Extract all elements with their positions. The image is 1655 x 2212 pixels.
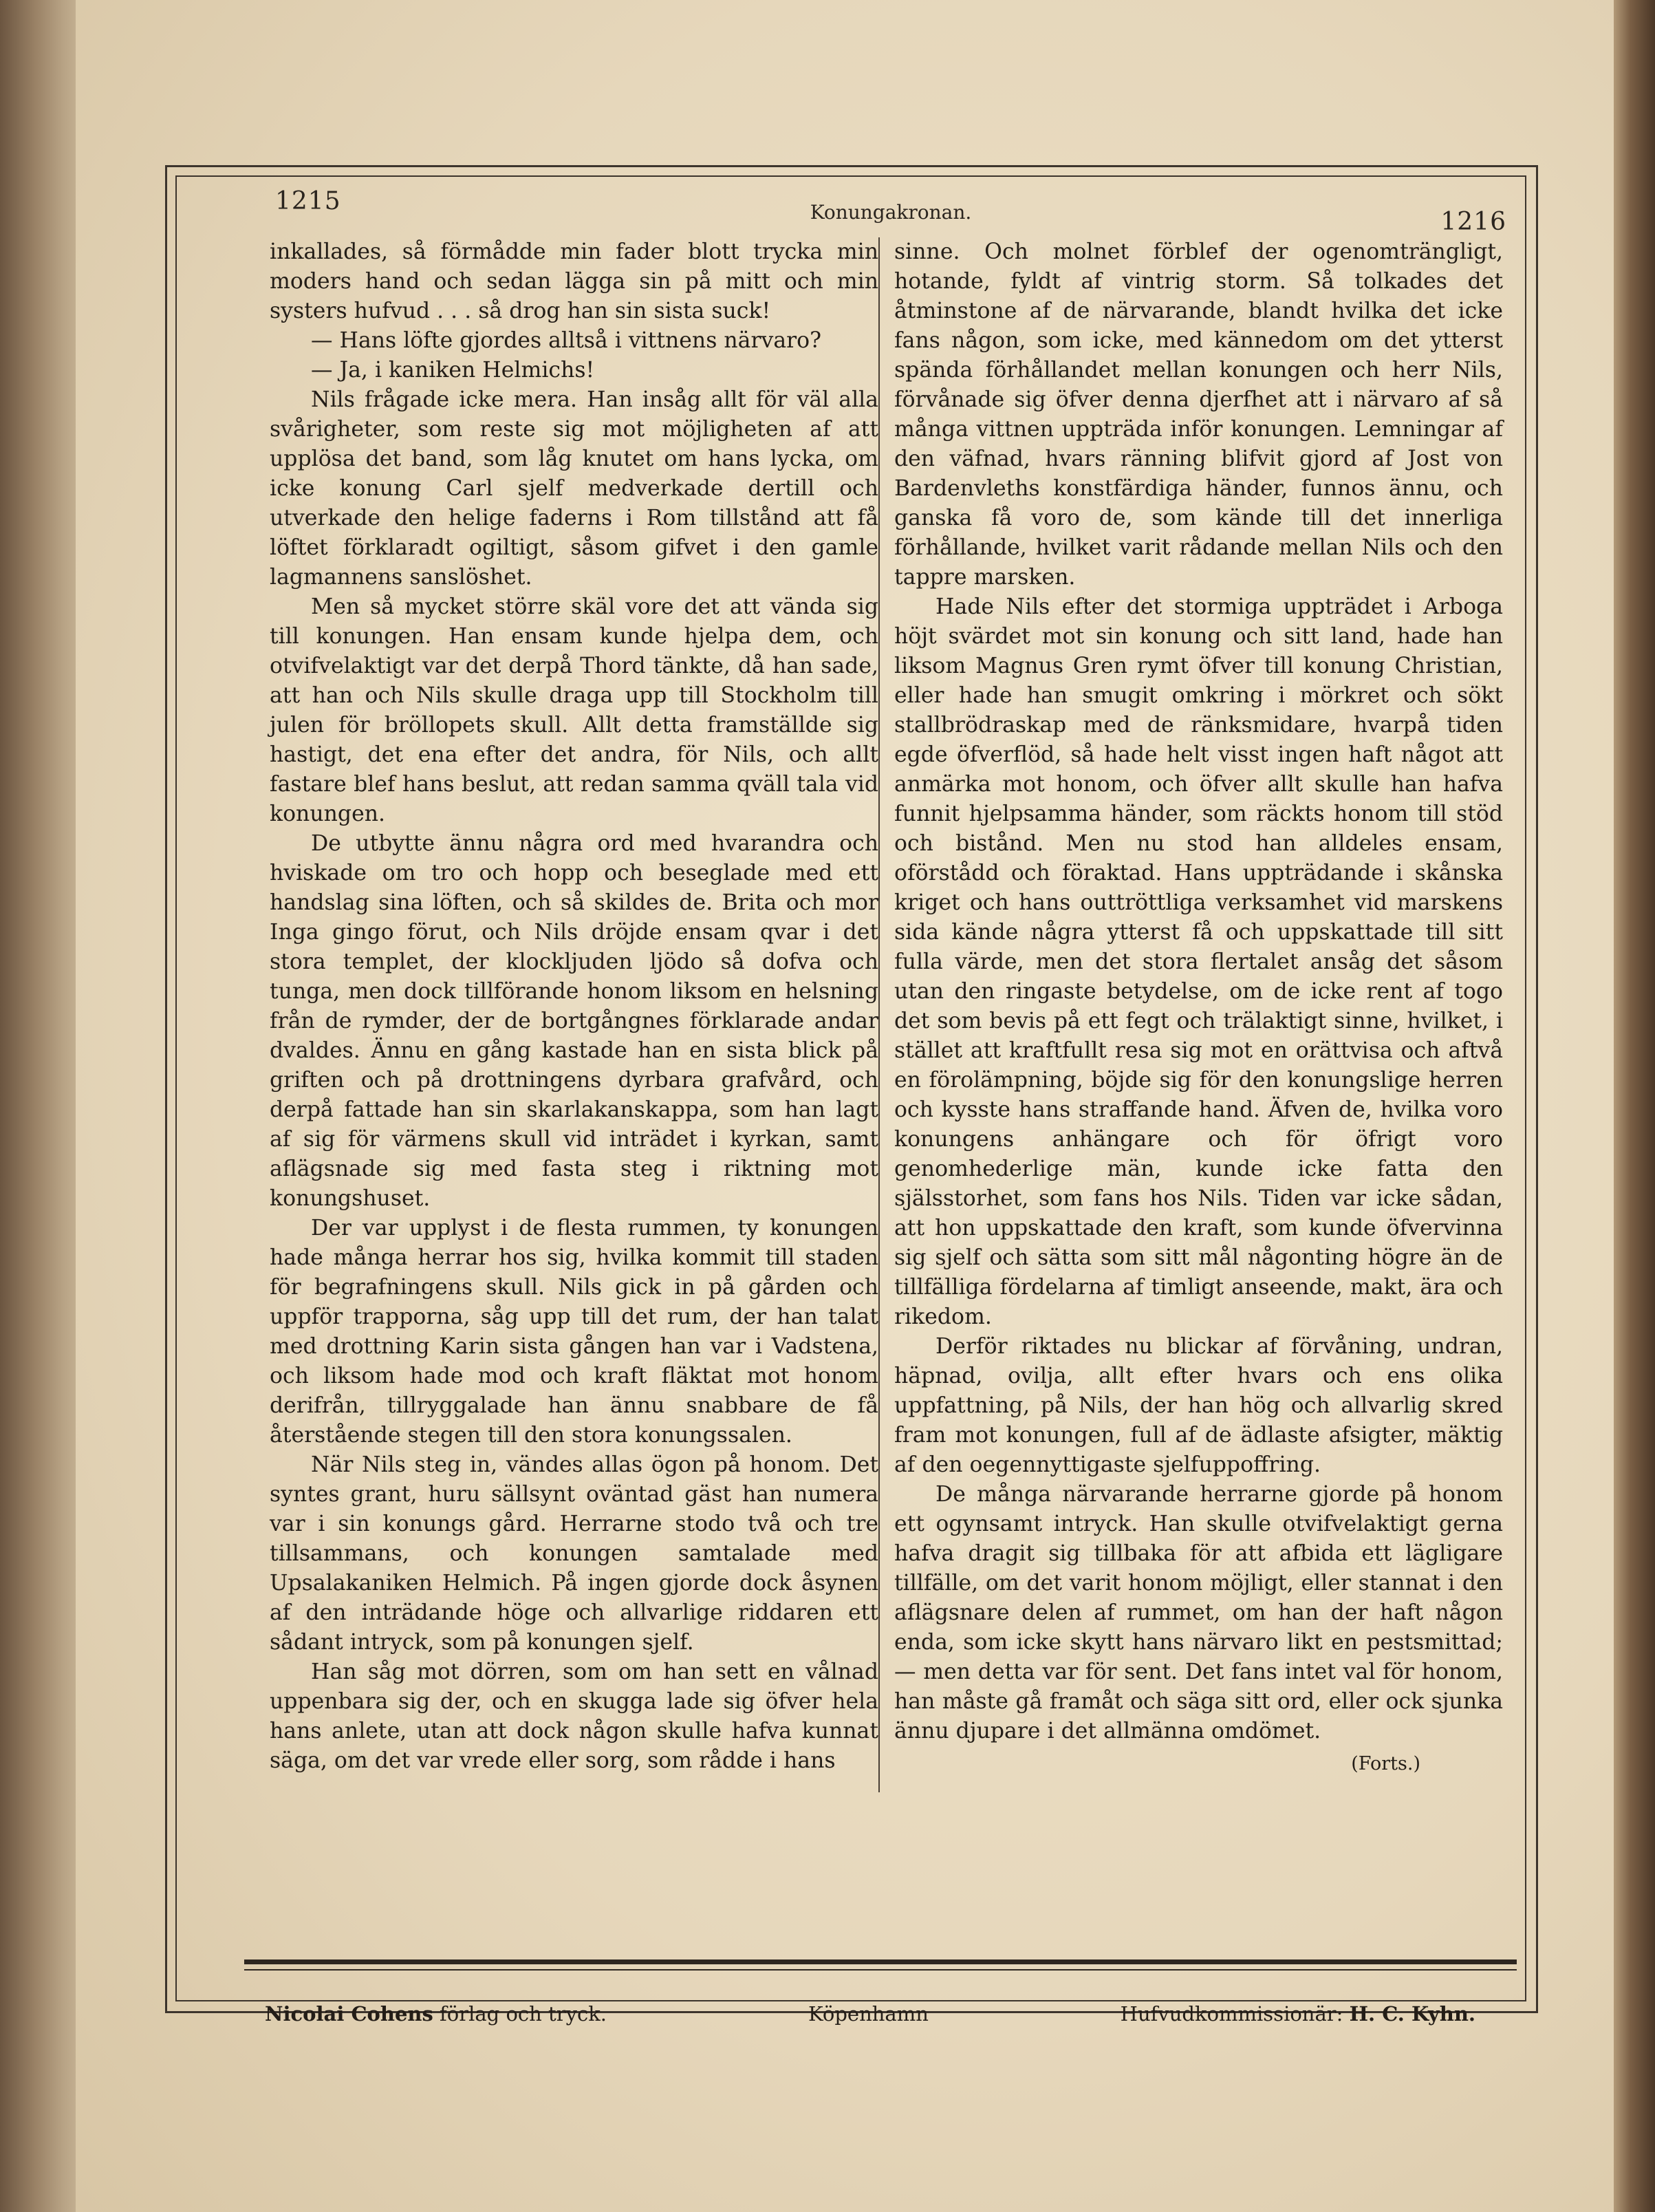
city: Köpenhamn bbox=[808, 2002, 929, 2026]
commission-label: Hufvudkommissionär: bbox=[1120, 2002, 1343, 2026]
page-footer bbox=[265, 2002, 1475, 2037]
paragraph: inkallades, så förmådde min fader blott trycka min moders hand och sedan lägga sin på mitt och min systers hufvud . . . så drog han sin sista suck! bbox=[270, 239, 878, 323]
paragraph: — Hans löfte gjordes alltså i vittnens närvaro? bbox=[311, 328, 822, 353]
paragraph: De utbytte ännu några ord med hvarandra och hviskade om tro och hopp och beseglade med ett handslag sina löften, och så skildes de. Brita och mor Inga gingo förut, och Nils dröjde ensam qvar i det stora templet, der klockljuden ljödo så dofva och tunga, men dock tillförande honom liksom en helsning från de rymder, der de bortgångnes förklarade andar dvaldes. Ännu en gång kastade han en sista blick på griften och på drottningens dyrbara grafvård, och derpå fattade han sin skarlakanskappa, som han lagt af sig för värmens skull vid inträdet i kyrkan, samt aflägsnade sig med fasta steg i riktning mot konungshuset. bbox=[270, 831, 878, 1211]
continued-note: (Forts.) bbox=[1351, 1753, 1420, 1774]
commission-name: H. C. Kyhn. bbox=[1349, 2002, 1475, 2026]
page-number-left: 1215 bbox=[275, 187, 341, 215]
paragraph: Men så mycket större skäl vore det att vända sig till konungen. Han ensam kunde hjelpa dem, och otvifvelaktigt var det derpå Thord tänkte, då han sade, att han och Nils skulle draga upp till Stockholm till julen för bröllopets skull. Allt detta framställde sig hastigt, det ena efter det andra, för Nils, och allt fastare blef hans beslut, att redan samma qväll tala vid konungen. bbox=[270, 594, 878, 826]
paragraph: Hade Nils efter det stormiga uppträdet i Arboga höjt svärdet mot sin konung och sitt land, hade han liksom Magnus Gren rymt öfver till konung Christian, eller hade han smugit omkring i mörkret och sökt stallbrödraskap med de ränksmidare, hvarpå tiden egde öfverflöd, så hade helt visst ingen haft något att anmärka mot honom, och öfver allt skulle han hafva funnit hjelpsamma händer, som räckts honom till stöd och bistånd. Men nu stod han alldeles ensam, oförstådd och föraktad. Hans uppträdande i skånska kriget och hans outtröttliga verksamhet vid marskens sida kände några ytterst få och uppskattade till sitt fulla värde, men det stora flertalet ansåg det såsom utan den ringaste betydelse, om de icke rent af togo det som bevis på ett fegt och trälaktigt sinne, hvilket, i stället att kraftfullt resa sig mot en orättvisa och aftvå en förolämpning, böjde sig för den konungslige herren och kysste hans straffande hand. Äfven de, hvilka voro konungens anhängare och för öfrigt voro genomhederlige män, kunde icke fatta den själsstorhet, som fans hos Nils. Tiden var icke sådan, att hon uppskattade den kraft, som kunde öfvervinna sig sjelf och sätta som sitt mål någonting högre än de tillfälliga fördelarna af timligt anseende, makt, ära och rikedom. bbox=[894, 594, 1503, 1329]
running-title: Konungakronan. bbox=[810, 201, 972, 224]
paragraph: — Ja, i kaniken Helmichs! bbox=[311, 358, 595, 383]
footer-rule-thick bbox=[244, 1959, 1517, 1964]
column-divider bbox=[878, 237, 880, 1792]
paragraph: Han såg mot dörren, som om han sett en vålnad uppenbara sig der, och en skugga lade sig öfver hela hans anlete, utan att dock någon skulle hafva kunnat säga, om det var vrede eller sorg, som rådde i hans bbox=[270, 1660, 878, 1773]
page-header bbox=[275, 187, 1506, 235]
paragraph: sinne. Och molnet förblef der ogenomträngligt, hotande, fyldt af vintrig storm. Så tolkades det åtminstone af de närvarande, blandt hvilka det icke fans någon, som icke, med kännedom om det ytterst spända förhållandet mellan konungen och herr Nils, förvånade sig öfver denna djerfhet att i närvaro af så många vittnen uppträda inför konungen. Lemningar af den väfnad, hvars ränning blifvit gjord af Jost von Bardenvleths konstfärdiga händer, funnos ännu, och ganska få voro de, som kände till det innerliga förhållande, hvilket varit rådande mellan Nils och den tappre marsken. bbox=[894, 239, 1503, 590]
paragraph: När Nils steg in, vändes allas ögon på honom. Det syntes grant, huru sällsynt oväntad gäst han numera var i sin konungs gård. Herrarne stodo två och tre tillsammans, och konungen samtalade med Upsalakaniken Helmich. På ingen gjorde dock åsynen af den inträdande höge och allvarlige riddaren ett sådant intryck, som på konungen sjelf. bbox=[270, 1452, 878, 1655]
paragraph: Nils frågade icke mera. Han insåg allt för väl alla svårigheter, som reste sig mot möjligheten af att upplösa det band, som låg knutet om hans lycka, om icke konung Carl sjelf medverkade dertill och utverkade den helige faderns i Rom tillstånd att få löftet förklaradt ogiltigt, såsom gifvet i den gamle lagmannens sanslöshet. bbox=[270, 387, 878, 590]
page-edge bbox=[1614, 0, 1655, 2212]
right-column bbox=[894, 237, 1503, 1779]
publisher-name: Nicolai Cohens bbox=[265, 2002, 433, 2026]
page-number-right: 1216 bbox=[1440, 208, 1506, 236]
publisher bbox=[265, 2002, 607, 2026]
commission bbox=[1121, 2002, 1475, 2026]
publisher-rest: förlag och tryck. bbox=[440, 2002, 607, 2026]
paragraph: De många närvarande herrarne gjorde på honom ett ogynsamt intryck. Han skulle otvifvelaktigt gerna hafva dragit sig tillbaka för att afbida ett lägligare tillfälle, om det varit honom möjligt, eller stannat i den aflägsnare delen af rummet, om han der haft någon enda, som icke skytt hans närvaro likt en pestsmittad; — men detta var för sent. Det fans intet val för honom, han måste gå framåt och säga sitt ord, eller ock sjunka ännu djupare i det allmänna omdömet. bbox=[894, 1482, 1503, 1743]
left-column bbox=[270, 237, 878, 1776]
paragraph: Der var upplyst i de flesta rummen, ty konungen hade många herrar hos sig, hvilka kommit till staden för begrafningens skull. Nils gick in på gården och uppför trapporna, såg upp till det rum, der han talat med drottning Karin sista gången han var i Vadstena, och liksom hade mod och kraft fläktat mot honom derifrån, tillryggalade han ännu snabbare de få återstående stegen till den stora konungssalen. bbox=[270, 1216, 878, 1448]
paragraph: Derför riktades nu blickar af förvåning, undran, häpnad, ovilja, allt efter hvars och ens olika uppfattning, på Nils, der han hög och allvarlig skred fram mot konungen, full af de ädlaste afsigter, mäktig af den oegennyttigaste sjelfuppoffring. bbox=[894, 1334, 1503, 1477]
footer-rule-thin bbox=[244, 1969, 1517, 1971]
